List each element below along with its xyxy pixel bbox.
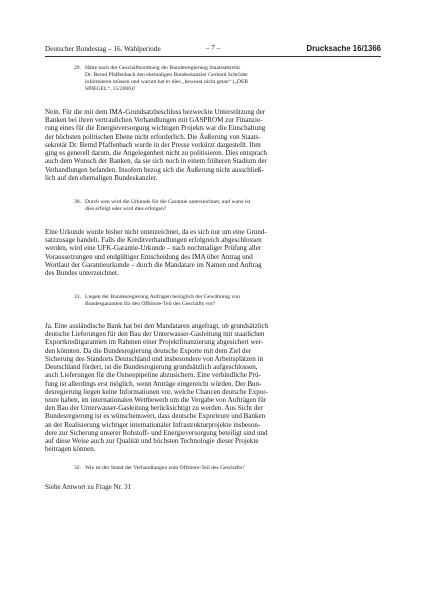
text-line: Banken bei ihren vertraulichen Verhandlungen mit GASPROM zur Finanzie- xyxy=(45,116,263,125)
text-line: fung ist allerdings erst möglich, wenn Anträge eingereicht würden. Der Bun- xyxy=(45,379,262,388)
text-line: werden, wird eine UFK-Garantie-Urkunde – nach nochmaliger Prüfung aller xyxy=(45,244,262,253)
answer-30 xyxy=(45,228,375,277)
text-line: ging es generell darum, die Angelegenheit nicht zu politisieren. Dies entsprach xyxy=(45,149,267,158)
text-line: Durch wen wird die Urkunde für die Garantie unterzeichnet, und wann ist xyxy=(85,199,251,205)
text-line: Hätte nach der Geschäftsordnung der Bundesregierung Staatssekretär xyxy=(85,65,241,71)
text-line: Ja. Eine ausländische Bank hat bei den Mandataren angefragt, ob grundsätzlich xyxy=(45,322,269,330)
text-line: des Bundes unterzeichnet. xyxy=(45,269,119,278)
text-line: Bundesgarantien für den Offshore-Teil des Geschäfts vor? xyxy=(85,300,216,307)
question-text xyxy=(85,294,347,308)
text-line: Verhandlungen befanden. Insofern bezog sich die Äußerung nicht ausschließ- xyxy=(45,165,264,174)
text-line: desregierung liegen keine Informationen vor, welche Chancen deutsche Expor- xyxy=(45,387,268,396)
text-line: Voraussetzungen und endgültiger Entscheidung des IMA über Antrag und xyxy=(45,252,253,261)
answer-31 xyxy=(45,322,375,454)
question-number: 31. xyxy=(74,294,81,300)
question-number: 32. xyxy=(74,465,81,471)
text-line: Dr. Bernd Pfaffenbach den ehemaligen Bundeskanzler Gerhard Schröder xyxy=(85,71,248,78)
page-number: – 7 – xyxy=(205,44,221,52)
text-line: beitragen können. xyxy=(45,445,96,454)
page-header xyxy=(45,44,381,54)
text-line: den Bau der Unterwasser-Gasleitung berücksichtigt zu werden. Aus Sicht der xyxy=(45,404,263,413)
text-line: dere zur Sicherung unserer Rohstoff- und Energieversorgung beteiligt sind und xyxy=(45,428,268,437)
text-line: Exportkreditgarantien im Rahmen einer Projektfinanzierung abgesichert wer- xyxy=(45,338,264,347)
question-number: 29. xyxy=(74,65,81,71)
text-line: Deutschland fördert, ist die Bundesregierung grundsätzlich aufgeschlossen, xyxy=(45,363,258,372)
text-line: Wortlaut der Garantieurkunde – durch die Mandatare im Namen und Auftrag xyxy=(45,260,262,269)
text-line: Liegen der Bundesregierung Anfragen bezüglich der Gewährung von xyxy=(85,294,240,300)
text-line: Eine Urkunde wurde bisher nicht unterzeichnet, da es sich nur um eine Grund- xyxy=(45,228,267,236)
text-line: Wie ist der Stand der Verhandlungen zum Offshore-Teil des Geschäfts? xyxy=(85,465,245,471)
header-left: Deutscher Bundestag – 16. Wahlperiode xyxy=(45,45,161,53)
header-rule xyxy=(45,56,381,57)
text-line: deutsche Lieferungen für den Bau der Unterwasser-Gasleitung mit staatlichen xyxy=(45,330,265,339)
answer-32 xyxy=(45,483,375,491)
text-line: lich auf den ehemaligen Bundeskanzler. xyxy=(45,173,158,182)
question-text xyxy=(85,199,347,213)
question-number: 30. xyxy=(74,199,81,205)
text-line: sekretär Dr. Bernd Pfaffenbach wurde in der Presse verkürzt dargestellt. Ihm xyxy=(45,140,261,149)
text-line: SPIEGEL“, 15/2006)? xyxy=(85,85,136,92)
text-line: Nein. Für die mit dem IMA-Grundsatzbeschluss bezweckte Unterstützung der xyxy=(45,108,266,116)
text-line: informieren müssen und warum hat er dies „bewusst nicht getan“ („DER xyxy=(85,78,249,85)
text-line: der höchsten politischen Ebene nicht erforderlich. Die Äußerung von Staats- xyxy=(45,132,261,141)
text-line: Siehe Antwort zu Frage Nr. 31 xyxy=(45,483,132,491)
text-line: auch dem Wunsch der Banken, da sie sich noch in einem früheren Stadium der xyxy=(45,157,267,166)
text-line: dies erfolgt oder wird dies erfolgen? xyxy=(85,205,167,212)
text-line: auf diese Weise auch zur Qualität und höchsten Technologie dieser Projekte xyxy=(45,437,259,446)
answer-29 xyxy=(45,108,375,182)
text-line: satzzusage handelt. Falls die Kreditverhandlungen erfolgreich abgeschlossen xyxy=(45,236,262,245)
text-line: Sicherung des Standorts Deutschland und insbesondere von Arbeitsplätzen in xyxy=(45,354,264,363)
text-line: an der Realisierung wichtiger internationaler Infrastrukturprojekte insbeson- xyxy=(45,420,261,429)
text-line: rung eines für die Energieversorgung wichtigen Projekts war die Einschaltung xyxy=(45,124,266,133)
question-text xyxy=(85,65,347,93)
text-line: teure haben, im internationalen Wettbewerb um die Vergabe von Aufträgen für xyxy=(45,395,267,404)
text-line: den könnten. Da die Bundesregierung deutsche Exporte mit dem Ziel der xyxy=(45,346,252,355)
document-number: Drucksache 16/1366 xyxy=(306,44,381,53)
question-text xyxy=(85,465,347,472)
text-line: Bundesregierung ist es wünschenswert, dass deutsche Exporteure und Banken xyxy=(45,412,266,421)
text-line: auch Lieferungen für die Ostseepipeline abzusichern. Eine verbindliche Prü- xyxy=(45,371,261,380)
